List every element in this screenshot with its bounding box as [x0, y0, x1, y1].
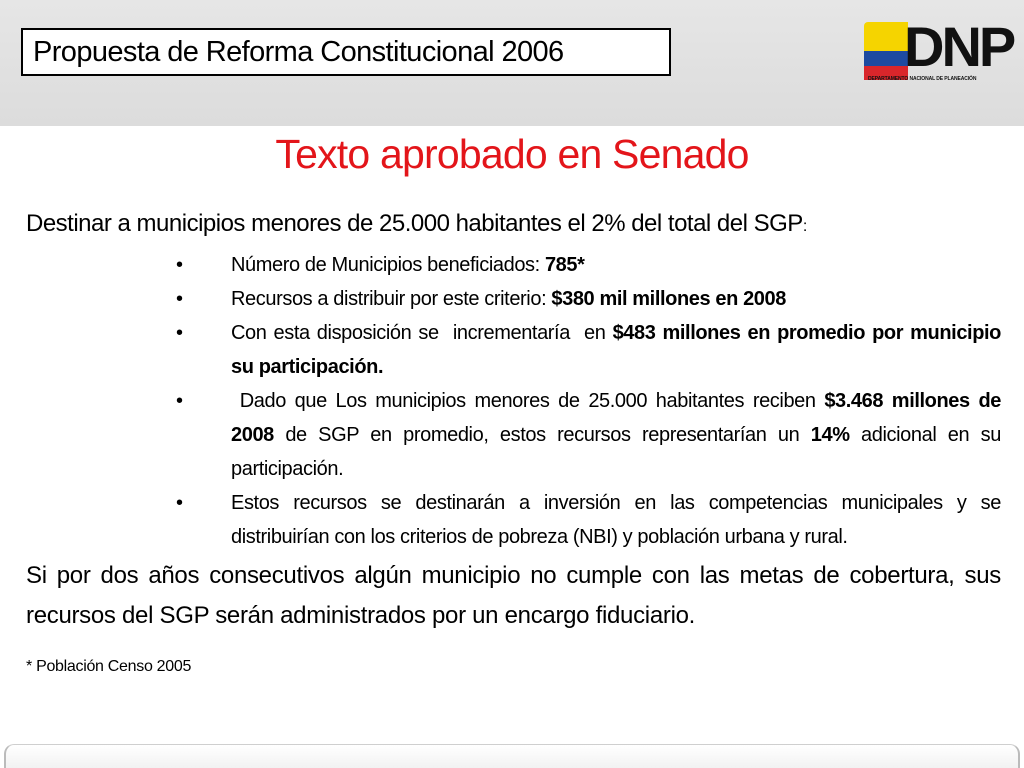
- bullet-item: [26, 316, 1001, 384]
- bullet-icon: •: [176, 322, 183, 344]
- logo-text: DNP: [904, 15, 1014, 78]
- bullet-text-end: adicional en su participación.: [231, 424, 1001, 480]
- bullet-text: Con esta disposición se incrementaría en: [231, 322, 613, 344]
- bullet-list: [26, 248, 1001, 554]
- bullet-bold-text: $483 millones en promedio por municipio su participación.: [231, 322, 1001, 378]
- bullet-bold-text: $3.468 millones de 2008: [231, 390, 1001, 446]
- bullet-text: Recursos a distribuir por este criterio:: [231, 288, 552, 310]
- bullet-text-continued: de SGP en promedio, estos recursos representarían un: [273, 424, 811, 446]
- footnote: * Población Censo 2005: [26, 658, 192, 675]
- intro-text: Destinar a municipios menores de 25.000 habitantes el 2% del total del SGP: [26, 210, 803, 237]
- intro-paragraph: [26, 208, 1001, 243]
- bullet-icon: •: [176, 254, 183, 276]
- dnp-logo: [864, 15, 1014, 86]
- bullet-text: Número de Municipios beneficiados:: [231, 254, 545, 276]
- bullet-bold-text: 785*: [544, 254, 585, 276]
- bullet-text: Estos recursos se destinarán a inversión en las competencias municipales y se distribuirían con los criterios de pobreza (NBI) y población urbana y rural.: [231, 492, 1001, 548]
- slide-content: [26, 208, 1001, 676]
- bullet-item: [26, 486, 1001, 554]
- slide-bottom-frame: [4, 744, 1020, 768]
- bullet-item: [26, 384, 1001, 486]
- bullet-icon: •: [176, 288, 183, 310]
- intro-colon: :: [802, 218, 807, 235]
- bullet-icon: •: [176, 492, 183, 514]
- slide-subtitle: Texto aprobado en Senado: [275, 131, 749, 177]
- page-title: Propuesta de Reforma Constitucional 2006: [21, 28, 671, 76]
- closing-paragraph: Si por dos años consecutivos algún municipio no cumple con las metas de cobertura, sus recursos del SGP serán administrados por un encargo fiduciario.: [26, 562, 1001, 629]
- bullet-bold-text: $380 mil millones en 2008: [551, 288, 786, 310]
- bullet-item: [26, 282, 1001, 316]
- bullet-icon: •: [176, 390, 183, 412]
- bullet-item: [26, 248, 1001, 282]
- bullet-bold-text: 14%: [810, 424, 850, 446]
- colombia-flag-icon: [864, 22, 908, 80]
- logo-subtext: DEPARTAMENTO NACIONAL DE PLANEACIÓN: [868, 76, 977, 82]
- bullet-text: Dado que Los municipios menores de 25.000 habitantes reciben: [231, 390, 825, 412]
